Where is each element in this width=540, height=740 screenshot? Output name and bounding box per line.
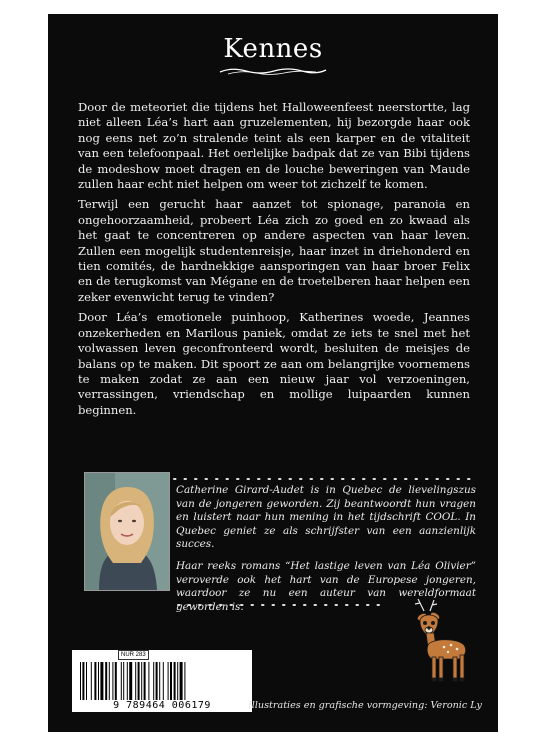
author-photo [84, 472, 170, 591]
barcode-bars [80, 662, 246, 700]
fawn-illustration-icon [410, 597, 474, 687]
logo-wave-ornament [218, 66, 328, 76]
author-bio-paragraph-1: Catherine Girard-Audet is in Quebec de lievelingszus van de jongeren geworden. Zij beantwoordt hun vragen en luistert naar hun mening in het tijdschrift COOL. In Quebec geniet ze als schrijfster van een aanzienlijk succes. [176, 484, 476, 551]
nur-label: NUR 283 [118, 650, 149, 660]
book-back-cover [48, 14, 498, 732]
barcode [72, 650, 252, 712]
blurb-text [78, 100, 470, 423]
dotted-divider-top [172, 476, 472, 482]
author-bio-paragraph-2: Haar reeks romans “Het lastige leven van Léa Olivier” veroverde ook het hart van de Europese jongeren, waardoor ze nu een auteur van wereldformaat geworden is. [176, 559, 476, 613]
publisher-logo: Kennes [223, 34, 323, 64]
blurb-paragraph-2: Terwijl een gerucht haar aanzet tot spionage, paranoia en ongehoorzaamheid, probeert Léa zich zo goed en zo kwaad als het gaat te concentreren op andere aspecten van haar leven. Zullen een mogelijk studentenreisje, haar inzet in driehonderd en tien comités, de hardnekkige aansporingen van haar broer Felix en de terugkomst van Mégane en de troetelberen haar helpen een zeker evenwicht terug te vinden? [78, 197, 470, 304]
blurb-paragraph-1: Door de meteoriet die tijdens het Halloweenfeest neerstortte, lag niet alleen Léa’s hart aan gruzelementen, hij bezorgde haar ook nog eens net zo’n stralende teint als een karper en de vitaliteit van een telefoonpaal. Het oerlelijke badpak dat ze van Bibi tijdens de modeshow moet dragen en de louche beweringen van Maude zullen haar echt niet helpen om weer tot zichzelf te komen. [78, 100, 470, 192]
dotted-divider-bottom [176, 602, 390, 608]
illustration-credit: Illustraties en grafische vormgeving: Veronic Ly [248, 700, 482, 711]
blurb-paragraph-3: Door Léa’s emotionele puinhoop, Katherines woede, Jeannes onzekerheden en Marilous paniek, omdat ze iets te snel met het volwassen leven geconfronteerd wordt, besluiten de meisjes de balans op te maken. Dit spoort ze aan om belangrijke voornemens te maken zodat ze aan een nieuw jaar vol verzoeningen, verrassingen, vriendschap en mollige luipaarden kunnen beginnen. [78, 310, 470, 417]
isbn-number: 9 789464 006179 [113, 700, 211, 711]
